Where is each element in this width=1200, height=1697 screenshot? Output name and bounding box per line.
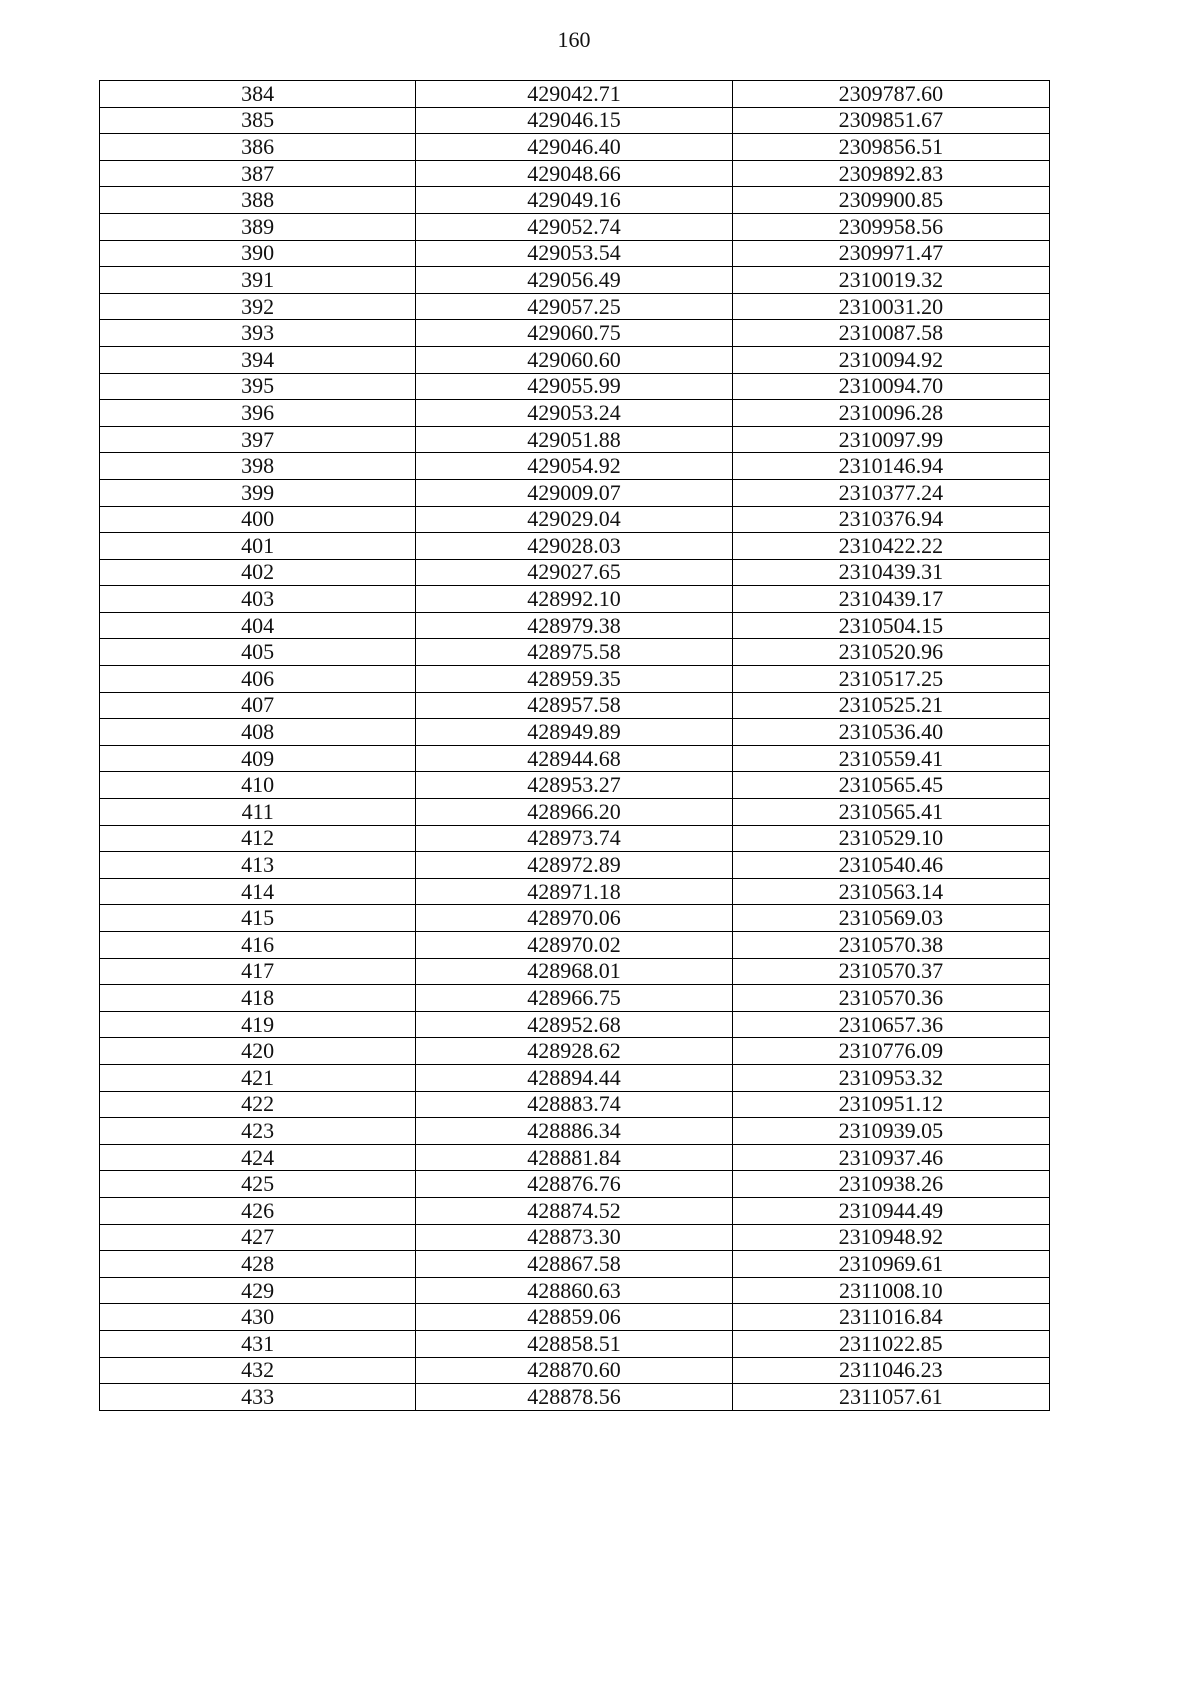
- first-coordinate-cell: 429052.74: [416, 214, 732, 240]
- point-number-cell: 394: [100, 347, 416, 373]
- first-coordinate-cell: 429053.54: [416, 241, 732, 267]
- second-coordinate-cell: 2311046.23: [838, 1357, 943, 1383]
- point-number-cell: 406: [100, 666, 416, 692]
- second-coordinate-cell: 2309892.83: [838, 160, 944, 186]
- first-coordinate-cell: 429042.71: [416, 81, 732, 107]
- table-row: [100, 187, 1049, 214]
- point-number-cell: 393: [100, 320, 416, 346]
- table-row: [100, 932, 1049, 959]
- table-row: [100, 639, 1049, 666]
- table-row: [100, 1198, 1049, 1225]
- first-coordinate-cell: 429048.66: [416, 161, 732, 187]
- table-row: [100, 1304, 1049, 1331]
- point-number-cell: 392: [100, 294, 416, 320]
- second-coordinate-cell: 2310569.03: [838, 905, 944, 931]
- table-row: [100, 320, 1049, 347]
- second-coordinate-cell: 2310439.17: [838, 586, 944, 612]
- second-coordinate-cell: 2310094.70: [838, 373, 944, 399]
- point-number-cell: 419: [100, 1012, 416, 1038]
- point-number-cell: 414: [100, 879, 416, 905]
- table-row: [100, 374, 1049, 401]
- point-number-cell: 412: [100, 826, 416, 852]
- point-number-cell: 422: [100, 1092, 416, 1118]
- first-coordinate-cell: 428966.75: [416, 985, 732, 1011]
- second-coordinate-cell: 2309958.56: [838, 213, 944, 239]
- table-row: [100, 1118, 1049, 1145]
- point-number-cell: 433: [100, 1384, 416, 1410]
- second-coordinate-cell: 2310565.41: [838, 798, 944, 824]
- second-coordinate-cell: 2310504.15: [838, 612, 944, 638]
- table-row: [100, 1225, 1049, 1252]
- first-coordinate-cell: 428953.27: [416, 772, 732, 798]
- point-number-cell: 401: [100, 533, 416, 559]
- point-number-cell: 417: [100, 959, 416, 985]
- first-coordinate-cell: 429046.40: [416, 134, 732, 160]
- table-row: [100, 772, 1049, 799]
- point-number-cell: 430: [100, 1304, 416, 1330]
- second-coordinate-cell: 2311022.85: [838, 1330, 943, 1356]
- table-row: [100, 586, 1049, 613]
- table-row: [100, 852, 1049, 879]
- table-row: [100, 134, 1049, 161]
- second-coordinate-cell: 2310031.20: [838, 293, 944, 319]
- second-coordinate-cell: 2310376.94: [838, 506, 944, 532]
- point-number-cell: 402: [100, 560, 416, 586]
- second-coordinate-cell: 2310939.05: [838, 1117, 944, 1143]
- table-row: [100, 1092, 1049, 1119]
- second-coordinate-cell: 2310948.92: [838, 1224, 944, 1250]
- second-coordinate-cell: 2310520.96: [838, 639, 944, 665]
- first-coordinate-cell: 428858.51: [416, 1331, 732, 1357]
- second-coordinate-cell: 2310969.61: [838, 1250, 944, 1276]
- second-coordinate-cell: 2310570.38: [838, 931, 944, 957]
- second-coordinate-cell: 2311016.84: [838, 1304, 943, 1330]
- point-number-cell: 398: [100, 453, 416, 479]
- second-coordinate-cell: 2310525.21: [838, 692, 944, 718]
- table-row: [100, 81, 1049, 108]
- point-number-cell: 386: [100, 134, 416, 160]
- first-coordinate-cell: 428979.38: [416, 613, 732, 639]
- first-coordinate-cell: 428944.68: [416, 746, 732, 772]
- point-number-cell: 418: [100, 985, 416, 1011]
- second-coordinate-cell: 2310094.92: [838, 346, 944, 372]
- second-coordinate-cell: 2311057.61: [838, 1383, 943, 1409]
- point-number-cell: 403: [100, 586, 416, 612]
- table-row: [100, 905, 1049, 932]
- first-coordinate-cell: 429027.65: [416, 560, 732, 586]
- first-coordinate-cell: 428959.35: [416, 666, 732, 692]
- table-row: [100, 294, 1049, 321]
- point-number-cell: 388: [100, 187, 416, 213]
- second-coordinate-cell: 2309856.51: [838, 133, 944, 159]
- second-coordinate-cell: 2310570.37: [838, 958, 944, 984]
- first-coordinate-cell: 428973.74: [416, 826, 732, 852]
- first-coordinate-cell: 428883.74: [416, 1092, 732, 1118]
- second-coordinate-cell: 2310776.09: [838, 1038, 944, 1064]
- table-row: [100, 666, 1049, 693]
- first-coordinate-cell: 429028.03: [416, 533, 732, 559]
- point-number-cell: 405: [100, 639, 416, 665]
- second-coordinate-cell: 2310540.46: [838, 852, 944, 878]
- point-number-cell: 384: [100, 81, 416, 107]
- second-coordinate-cell: 2310536.40: [838, 719, 944, 745]
- table-row: [100, 1358, 1049, 1385]
- first-coordinate-cell: 428952.68: [416, 1012, 732, 1038]
- table-row: [100, 613, 1049, 640]
- first-coordinate-cell: 429049.16: [416, 187, 732, 213]
- point-number-cell: 397: [100, 427, 416, 453]
- first-coordinate-cell: 428975.58: [416, 639, 732, 665]
- second-coordinate-cell: 2310657.36: [838, 1011, 944, 1037]
- first-coordinate-cell: 428949.89: [416, 719, 732, 745]
- table-row: [100, 826, 1049, 853]
- first-coordinate-cell: 429055.99: [416, 374, 732, 400]
- point-number-cell: 415: [100, 905, 416, 931]
- second-coordinate-cell: 2311008.10: [838, 1277, 943, 1303]
- second-coordinate-cell: 2309787.60: [838, 80, 944, 106]
- second-coordinate-cell: 2310439.31: [838, 559, 944, 585]
- table-row: [100, 693, 1049, 720]
- table-row: [100, 799, 1049, 826]
- first-coordinate-cell: 429060.75: [416, 320, 732, 346]
- second-coordinate-cell: 2310146.94: [838, 453, 944, 479]
- table-row: [100, 241, 1049, 268]
- point-number-cell: 410: [100, 772, 416, 798]
- point-number-cell: 385: [100, 108, 416, 134]
- point-number-cell: 404: [100, 613, 416, 639]
- point-number-cell: 411: [100, 799, 416, 825]
- first-coordinate-cell: 428972.89: [416, 852, 732, 878]
- table-row: [100, 1251, 1049, 1278]
- table-row: [100, 347, 1049, 374]
- first-coordinate-cell: 428992.10: [416, 586, 732, 612]
- second-coordinate-cell: 2310422.22: [838, 532, 944, 558]
- first-coordinate-cell: 428886.34: [416, 1118, 732, 1144]
- point-number-cell: 425: [100, 1171, 416, 1197]
- second-coordinate-cell: 2310570.36: [838, 984, 944, 1010]
- first-coordinate-cell: 428874.52: [416, 1198, 732, 1224]
- table-row: [100, 108, 1049, 135]
- second-coordinate-cell: 2310953.32: [838, 1064, 944, 1090]
- second-coordinate-cell: 2310517.25: [838, 665, 944, 691]
- first-coordinate-cell: 428970.06: [416, 905, 732, 931]
- table-row: [100, 507, 1049, 534]
- point-number-cell: 399: [100, 480, 416, 506]
- point-number-cell: 423: [100, 1118, 416, 1144]
- table-row: [100, 427, 1049, 454]
- second-coordinate-cell: 2310019.32: [838, 266, 944, 292]
- first-coordinate-cell: 429046.15: [416, 108, 732, 134]
- second-coordinate-cell: 2310938.26: [838, 1171, 944, 1197]
- table-row: [100, 1145, 1049, 1172]
- table-row: [100, 746, 1049, 773]
- second-coordinate-cell: 2310951.12: [838, 1091, 944, 1117]
- table-row: [100, 1171, 1049, 1198]
- table-row: [100, 985, 1049, 1012]
- first-coordinate-cell: 428968.01: [416, 959, 732, 985]
- second-coordinate-cell: 2310096.28: [838, 399, 944, 425]
- second-coordinate-cell: 2310563.14: [838, 878, 944, 904]
- second-coordinate-cell: 2310944.49: [838, 1197, 944, 1223]
- point-number-cell: 428: [100, 1251, 416, 1277]
- point-number-cell: 432: [100, 1358, 416, 1384]
- first-coordinate-cell: 428867.58: [416, 1251, 732, 1277]
- second-coordinate-cell: 2310529.10: [838, 825, 944, 851]
- second-coordinate-cell: 2309971.47: [838, 240, 944, 266]
- table-row: [100, 1038, 1049, 1065]
- first-coordinate-cell: 428928.62: [416, 1038, 732, 1064]
- second-coordinate-cell: 2309851.67: [838, 107, 944, 133]
- point-number-cell: 396: [100, 400, 416, 426]
- table-row: [100, 1278, 1049, 1305]
- second-coordinate-cell: 2310565.45: [838, 772, 944, 798]
- table-row: [100, 267, 1049, 294]
- point-number-cell: 416: [100, 932, 416, 958]
- first-coordinate-cell: 428873.30: [416, 1225, 732, 1251]
- table-row: [100, 1331, 1049, 1358]
- point-number-cell: 407: [100, 693, 416, 719]
- point-number-cell: 389: [100, 214, 416, 240]
- first-coordinate-cell: 428957.58: [416, 693, 732, 719]
- first-coordinate-cell: 429053.24: [416, 400, 732, 426]
- first-coordinate-cell: 428881.84: [416, 1145, 732, 1171]
- point-number-cell: 390: [100, 241, 416, 267]
- first-coordinate-cell: 429054.92: [416, 453, 732, 479]
- point-number-cell: 424: [100, 1145, 416, 1171]
- first-coordinate-cell: 429060.60: [416, 347, 732, 373]
- table-row: [100, 400, 1049, 427]
- point-number-cell: 421: [100, 1065, 416, 1091]
- table-row: [100, 480, 1049, 507]
- table-row: [100, 959, 1049, 986]
- first-coordinate-cell: 428859.06: [416, 1304, 732, 1330]
- second-coordinate-cell: 2310559.41: [838, 745, 944, 771]
- second-coordinate-cell: 2309900.85: [838, 187, 944, 213]
- first-coordinate-cell: 428870.60: [416, 1358, 732, 1384]
- table-row: [100, 1012, 1049, 1039]
- first-coordinate-cell: 429051.88: [416, 427, 732, 453]
- first-coordinate-cell: 429009.07: [416, 480, 732, 506]
- table-row: [100, 879, 1049, 906]
- point-number-cell: 387: [100, 161, 416, 187]
- table-row: [100, 719, 1049, 746]
- point-number-cell: 429: [100, 1278, 416, 1304]
- table-row: [100, 560, 1049, 587]
- point-number-cell: 400: [100, 507, 416, 533]
- first-coordinate-cell: 428878.56: [416, 1384, 732, 1410]
- table-row: [100, 214, 1049, 241]
- second-coordinate-cell: 2310377.24: [838, 479, 944, 505]
- first-coordinate-cell: 429056.49: [416, 267, 732, 293]
- first-coordinate-cell: 428971.18: [416, 879, 732, 905]
- table-row: [100, 1065, 1049, 1092]
- point-number-cell: 427: [100, 1225, 416, 1251]
- point-number-cell: 426: [100, 1198, 416, 1224]
- second-coordinate-cell: 2310937.46: [838, 1144, 944, 1170]
- table-row: [100, 1384, 1049, 1410]
- point-number-cell: 395: [100, 374, 416, 400]
- point-number-cell: 420: [100, 1038, 416, 1064]
- point-number-cell: 431: [100, 1331, 416, 1357]
- page-number: 160: [557, 27, 591, 52]
- table-row: [100, 453, 1049, 480]
- point-number-cell: 409: [100, 746, 416, 772]
- first-coordinate-cell: 428970.02: [416, 932, 732, 958]
- point-number-cell: 391: [100, 267, 416, 293]
- first-coordinate-cell: 428894.44: [416, 1065, 732, 1091]
- point-number-cell: 413: [100, 852, 416, 878]
- first-coordinate-cell: 429057.25: [416, 294, 732, 320]
- point-number-cell: 408: [100, 719, 416, 745]
- second-coordinate-cell: 2310087.58: [838, 320, 944, 346]
- first-coordinate-cell: 429029.04: [416, 507, 732, 533]
- second-coordinate-cell: 2310097.99: [838, 426, 944, 452]
- table-row: [100, 533, 1049, 560]
- first-coordinate-cell: 428966.20: [416, 799, 732, 825]
- coordinates-table: [99, 80, 1050, 1411]
- first-coordinate-cell: 428876.76: [416, 1171, 732, 1197]
- table-row: [100, 161, 1049, 188]
- first-coordinate-cell: 428860.63: [416, 1278, 732, 1304]
